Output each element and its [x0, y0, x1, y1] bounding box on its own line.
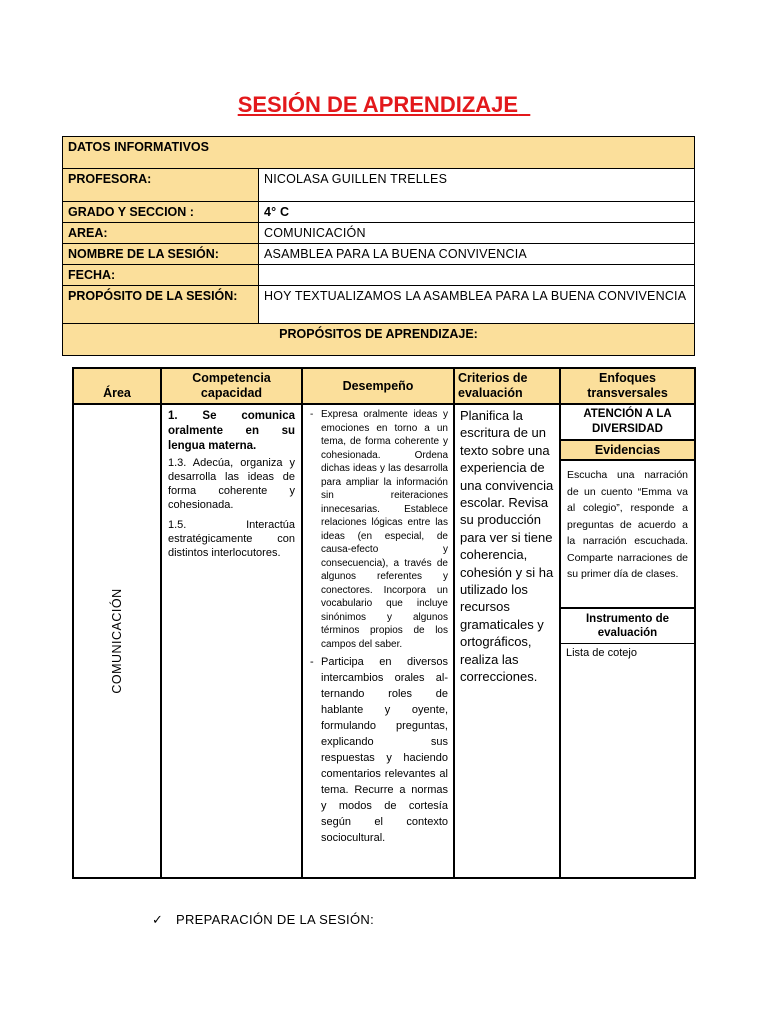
- nombre-sesion-value: ASAMBLEA PARA LA BUENA CONVIVENCIA: [259, 244, 695, 265]
- instrumento-text: Lista de cotejo: [566, 647, 637, 659]
- capacidad-2: 1.5. Interactúa estratégicamente con distintos interlocutores.: [168, 519, 295, 559]
- nombre-sesion-label: NOMBRE DE LA SESIÓN:: [63, 244, 259, 265]
- proposito-label: PROPÓSITO DE LA SESIÓN:: [63, 286, 259, 324]
- evidencias-text: Escucha una narración de un cuento “Emma va al colegio”, responde a preguntas de acuerdo a la narración escuchada. Comparte narraciones de su primer día de clases.: [561, 461, 694, 609]
- instrumento-label: Instrumento de evaluación: [561, 609, 694, 644]
- enfoques-cell: [560, 404, 695, 878]
- area-value: COMUNICACIÓN: [259, 223, 695, 244]
- capacidad-1: 1.3. Adecúa, organiza y desarrolla las ideas de forma coherente y cohesionada.: [168, 457, 295, 511]
- area-cell: [73, 404, 161, 878]
- evidencias-label: Evidencias: [561, 441, 694, 461]
- header-enfoques: Enfoques transversales: [560, 368, 695, 404]
- fecha-value: [259, 265, 695, 286]
- fecha-label: FECHA:: [63, 265, 259, 286]
- proposito-value: HOY TEXTUALIZAMOS LA ASAMBLEA PARA LA BUENA CONVIVENCIA: [259, 286, 695, 324]
- competencia-cell: [161, 404, 302, 878]
- header-area: Área: [73, 368, 161, 404]
- aprendizaje-table: [72, 367, 696, 879]
- propositos-aprendizaje-header: PROPÓSITOS DE APRENDIZAJE:: [63, 324, 695, 356]
- area-label: AREA:: [63, 223, 259, 244]
- desempeno-item-1: - Expresa oralmente ideas y emociones en torno a un tema, de forma coherente y cohesionada. Ordena dichas ideas y las desarrolla para ampliar la información sin reiteraciones innecesarias. Establece relaciones lógicas entre las ideas (en especial, de causa-efecto y consecuencia), a través de algunos referentes y conectores. Incorpora un vocabulario que incluye sinónimos y algunos términos propios de los campos del saber.: [321, 408, 448, 651]
- header-competencia: Competencia capacidad: [161, 368, 302, 404]
- header-criterios: Criterios de evaluación: [454, 368, 560, 404]
- header-desempeno: Desempeño: [302, 368, 454, 404]
- grado-value: 4° C: [259, 202, 695, 223]
- document-title: SESIÓN DE APRENDIZAJE: [237, 92, 519, 117]
- preparacion-heading: [152, 912, 374, 928]
- checkmark-icon: ✓: [152, 912, 164, 927]
- desempeno-cell: [302, 404, 454, 878]
- desempeno-item-2: - Participa en diversos intercambios orales al-ternando roles de hablante y oyente, formulando preguntas, explicando sus respuestas y haciendo comentarios relevantes al tema. Recurre a normas y modos de cortesía según el contexto sociocultural.: [321, 654, 448, 846]
- datos-header: DATOS INFORMATIVOS: [63, 137, 695, 169]
- profesora-label: PROFESORA:: [63, 169, 259, 202]
- grado-label: GRADO Y SECCION :: [63, 202, 259, 223]
- datos-informativos-table: [62, 136, 695, 356]
- criterios-cell: Planifica la escritura de un texto sobre una experiencia de una convivencia escolar. Revisa su producción para ver si tiene coherencia, cohesión y si ha utilizado los recursos gramaticales y ortográficos, realiza las correcciones.: [454, 404, 560, 878]
- profesora-value: NICOLASA GUILLEN TRELLES: [259, 169, 695, 202]
- enfoque-atencion: ATENCIÓN A LA DIVERSIDAD: [561, 405, 694, 441]
- competencia-title: 1. Se comunica oralmente en su lengua materna.: [168, 410, 295, 452]
- area-vertical-label: COMUNICACIÓN: [110, 588, 124, 694]
- preparacion-text: PREPARACIÓN DE LA SESIÓN:: [176, 912, 374, 927]
